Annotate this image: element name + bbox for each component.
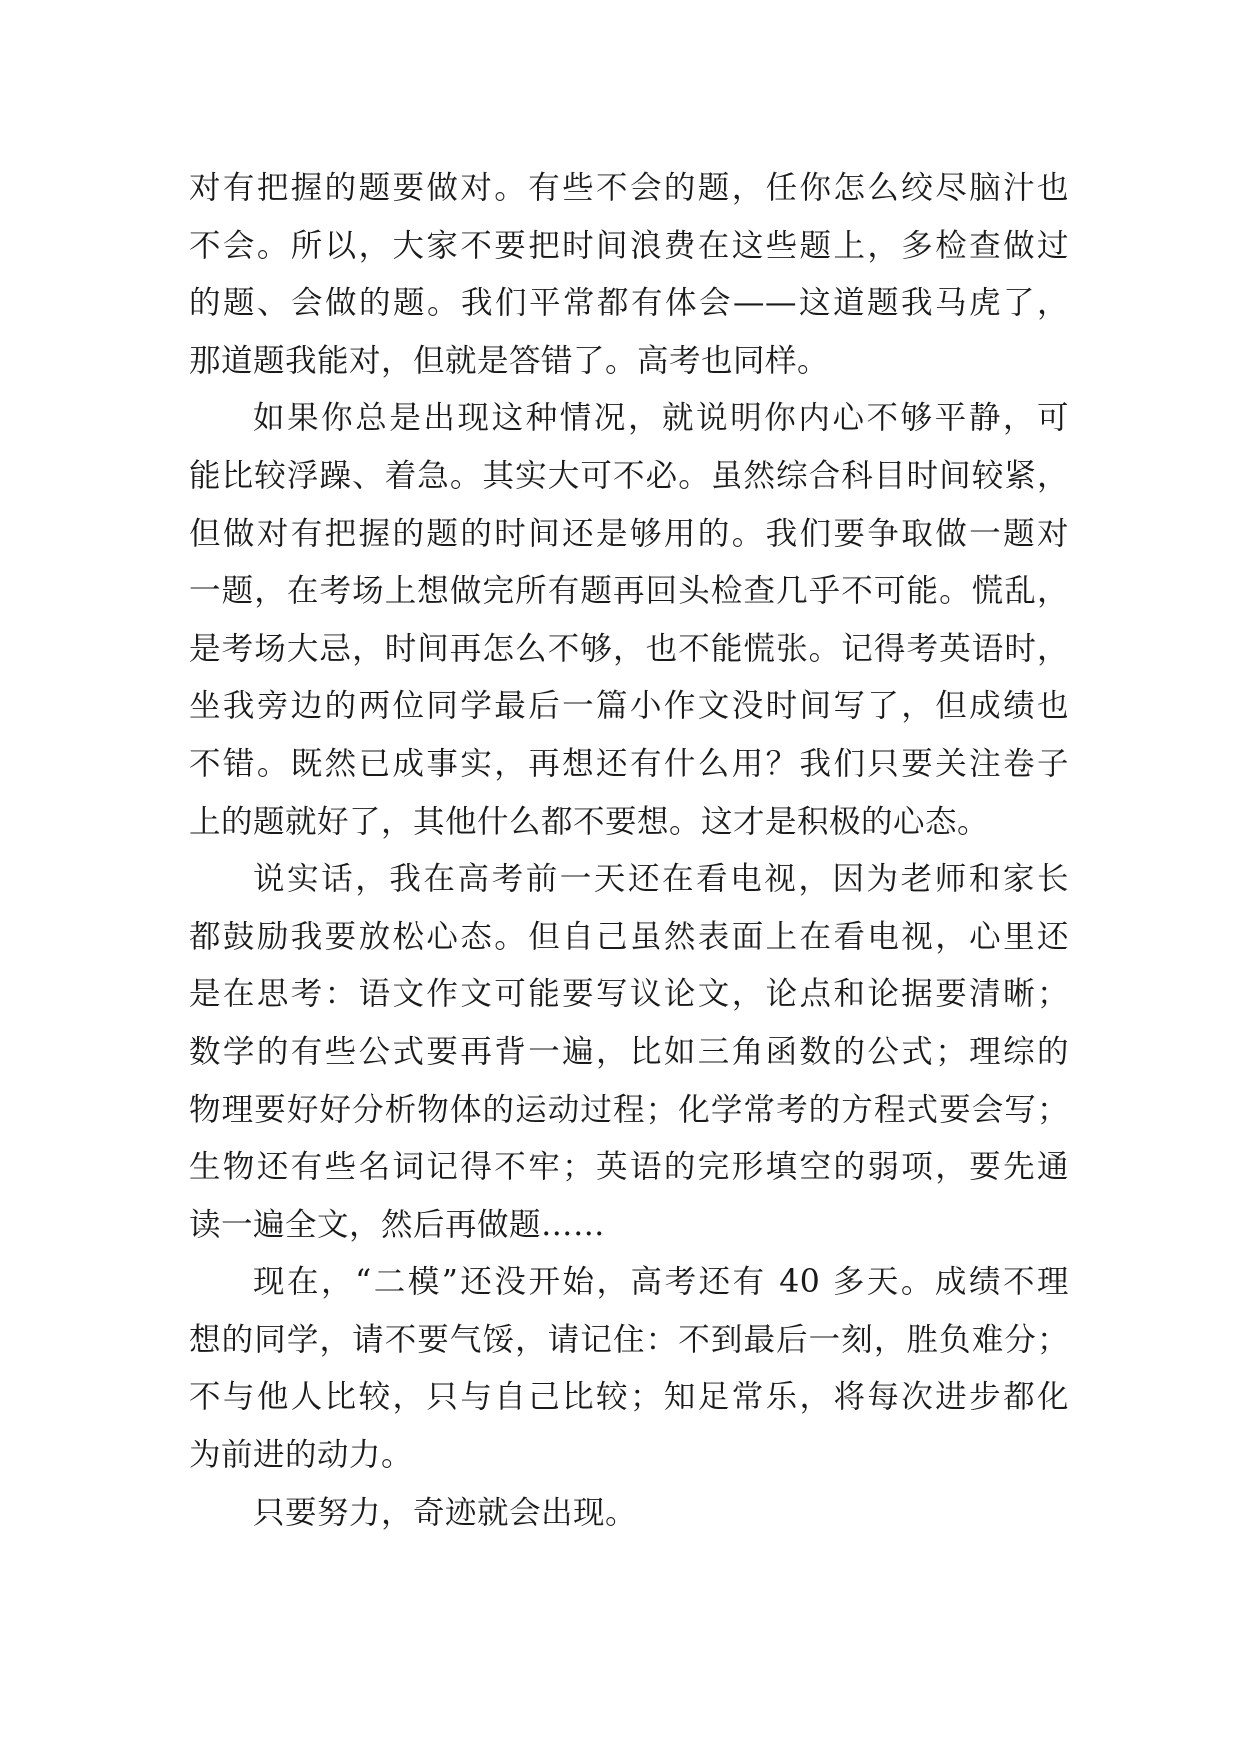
body-text	[189, 160, 1069, 1542]
paragraph-1-line-2: 不会。所以，大家不要把时间浪费在这些题上，多检查做过	[189, 227, 1069, 264]
paragraph-3-line-2: 都鼓励我要放松心态。但自己虽然表面上在看电视，心里还	[189, 918, 1069, 955]
paragraph-2-line-3: 但做对有把握的题的时间还是够用的。我们要争取做一题对	[189, 515, 1069, 552]
paragraph-2-line-2: 能比较浮躁、着急。其实大可不必。虽然综合科目时间较紧，	[189, 457, 1069, 494]
paragraph-2-line-6: 坐我旁边的两位同学最后一篇小作文没时间写了，但成绩也	[189, 688, 1069, 725]
paragraph-4-line-3: 不与他人比较，只与自己比较；知足常乐，将每次进步都化	[189, 1379, 1069, 1416]
paragraph-2-line-5: 是考场大忌，时间再怎么不够，也不能慌张。记得考英语时，	[189, 630, 1069, 667]
paragraph-4-line-2: 想的同学，请不要气馁，请记住：不到最后一刻，胜负难分；	[189, 1321, 1069, 1358]
paragraph-3-line-6: 生物还有些名词记得不牢；英语的完形填空的弱项，要先通	[189, 1149, 1069, 1186]
paragraph-2-line-1: 如果你总是出现这种情况，就说明你内心不够平静，可	[253, 400, 1069, 437]
paragraph-1-line-4: 那道题我能对，但就是答错了。高考也同样。	[189, 342, 830, 379]
paragraph-3-line-1: 说实话，我在高考前一天还在看电视，因为老师和家长	[253, 861, 1069, 898]
paragraph-2-line-4: 一题，在考场上想做完所有题再回头检查几乎不可能。慌乱，	[189, 573, 1069, 610]
paragraph-3-line-3: 是在思考：语文作文可能要写议论文，论点和论据要清晰；	[189, 976, 1069, 1013]
paragraph-1-line-1: 对有把握的题要做对。有些不会的题，任你怎么绞尽脑汁也	[189, 170, 1069, 206]
paragraph-2-line-7: 不错。既然已成事实，再想还有什么用？我们只要关注卷子	[189, 745, 1069, 782]
paragraph-4-line-1: 现在，“二模”还没开始，高考还有 40 多天。成绩不理	[253, 1264, 1069, 1301]
paragraph-3-line-7: 读一遍全文，然后再做题……	[189, 1206, 606, 1243]
paragraph-3-line-4: 数学的有些公式要再背一遍，比如三角函数的公式；理综的	[189, 1033, 1069, 1070]
paragraph-1-line-3: 的题、会做的题。我们平常都有体会——这道题我马虎了，	[189, 285, 1069, 322]
paragraph-4-line-4: 为前进的动力。	[189, 1437, 414, 1474]
paragraph-3-line-5: 物理要好好分析物体的运动过程；化学常考的方程式要会写；	[189, 1091, 1069, 1128]
paragraph-2-line-8: 上的题就好了，其他什么都不要想。这才是积极的心态。	[189, 803, 990, 840]
paragraph-5-line-1: 只要努力，奇迹就会出现。	[253, 1494, 638, 1531]
